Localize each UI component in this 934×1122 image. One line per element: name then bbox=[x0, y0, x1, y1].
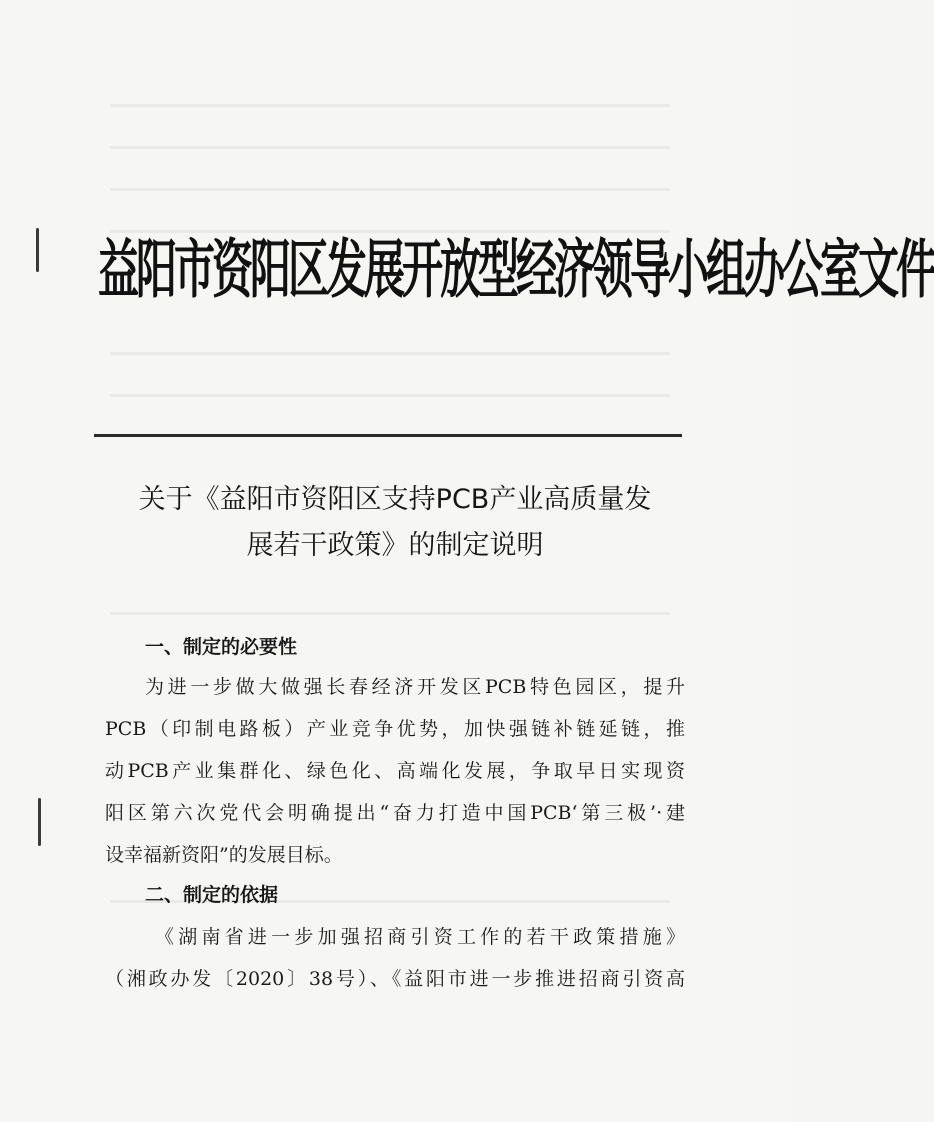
paragraph-line: （湘政办发〔2020〕38号）、《益阳市进一步推进招商引资高 bbox=[105, 968, 685, 990]
bleed-through-line bbox=[110, 352, 670, 355]
margin-mark bbox=[38, 798, 41, 846]
paragraph-line: 设幸福新资阳”的发展目标。 bbox=[105, 844, 343, 866]
document-title-line: 展若干政策》的制定说明 bbox=[246, 530, 544, 561]
org-header-title: 益阳市资阳区发展开放型经济领导小组办公室文件 bbox=[98, 232, 934, 308]
paragraph-line: PCB（印制电路板）产业竞争优势，加快强链补链延链，推 bbox=[105, 718, 685, 740]
header-divider bbox=[94, 434, 682, 437]
document-title bbox=[90, 477, 700, 569]
document-title-line: 关于《益阳市资阳区支持PCB产业高质量发 bbox=[138, 484, 652, 515]
section-heading: 一、制定的必要性 bbox=[145, 636, 298, 658]
section-heading: 二、制定的依据 bbox=[145, 884, 279, 906]
margin-mark bbox=[36, 228, 39, 272]
bleed-through-line bbox=[110, 104, 670, 107]
paragraph-line: 《湖南省进一步加强招商引资工作的若干政策措施》 bbox=[155, 926, 685, 948]
paragraph-line: 为进一步做大做强长春经济开发区PCB特色园区，提升 bbox=[145, 676, 685, 698]
bleed-through-line bbox=[110, 146, 670, 149]
bleed-through-line bbox=[110, 188, 670, 191]
section-paragraph bbox=[105, 916, 685, 1000]
paragraph-line: 阳区第六次党代会明确提出“奋力打造中国PCB‘第三极’·建 bbox=[105, 802, 685, 824]
paragraph-line: 动PCB产业集群化、绿色化、高端化发展，争取早日实现资 bbox=[105, 760, 685, 782]
bleed-through-line bbox=[110, 612, 670, 615]
bleed-through-line bbox=[110, 394, 670, 397]
section-paragraph bbox=[105, 666, 685, 876]
